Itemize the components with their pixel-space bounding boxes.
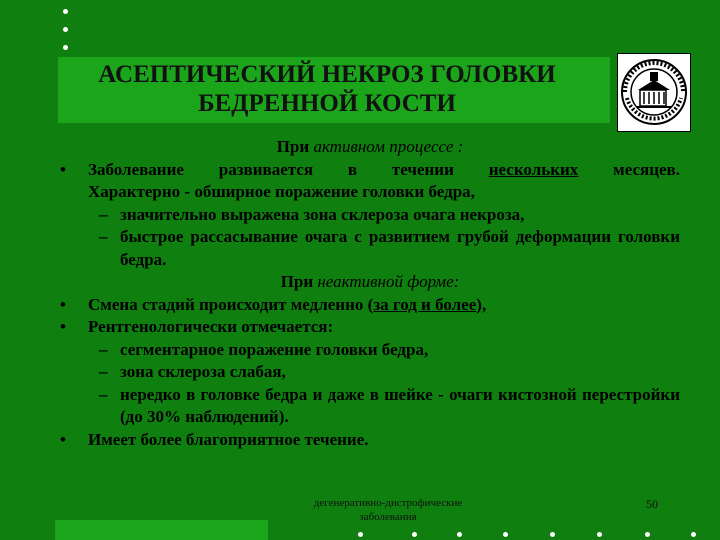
heading-italic: активном процессе : bbox=[313, 137, 464, 156]
decor-dot bbox=[63, 9, 68, 14]
text-run-underlined: за год и более bbox=[373, 294, 477, 314]
list-item bbox=[60, 429, 680, 452]
decor-dot bbox=[691, 532, 696, 537]
sub-list-item-text: сегментарное поражение головки бедра, bbox=[120, 339, 429, 359]
decor-dot bbox=[358, 532, 363, 537]
heading-prefix: При bbox=[276, 137, 314, 156]
sub-list-item-text: нередко в головке бедра и даже в шейке - очаги кистозной перестройки (до 30% наблюдений). bbox=[120, 384, 680, 426]
list-item bbox=[60, 316, 680, 339]
footer-line-1: дегенеративно-дистрофические bbox=[313, 497, 463, 509]
sub-list-item-text: быстрое рассасывание очага с развитием грубой деформации головки бедра. bbox=[120, 227, 680, 269]
bullet-icon: • bbox=[60, 159, 66, 179]
text-run: Смена стадий происходит медленно ( bbox=[88, 294, 374, 314]
list-item bbox=[60, 294, 680, 317]
decor-dot bbox=[597, 532, 602, 537]
title-line-1: АСЕПТИЧЕСКИЙ НЕКРОЗ ГОЛОВКИ bbox=[98, 61, 556, 88]
decor-dot bbox=[550, 532, 555, 537]
title-line-2: БЕДРЕННОЙ КОСТИ bbox=[198, 90, 456, 117]
dash-icon: – bbox=[99, 204, 108, 224]
list-item-text: Имеет более благоприятное течение. bbox=[88, 429, 369, 449]
active-process-heading bbox=[60, 136, 680, 159]
footer-line-2: заболевания bbox=[359, 511, 417, 523]
page-number: 50 bbox=[646, 497, 658, 511]
text-run: месяцев. bbox=[578, 159, 680, 179]
list-item bbox=[60, 159, 680, 204]
decor-dot bbox=[645, 532, 650, 537]
bullet-icon: • bbox=[60, 294, 66, 314]
list-item-line bbox=[88, 159, 680, 182]
dash-icon: – bbox=[99, 384, 108, 404]
decor-dot bbox=[63, 45, 68, 50]
heading-italic: неактивной форме: bbox=[317, 272, 460, 291]
decor-dot bbox=[63, 27, 68, 32]
dash-icon: – bbox=[99, 362, 108, 381]
decor-dot bbox=[503, 532, 508, 537]
institution-emblem-icon bbox=[617, 53, 691, 132]
footer-caption bbox=[268, 496, 508, 524]
dash-icon: – bbox=[99, 227, 108, 246]
sub-list-item bbox=[60, 204, 680, 227]
inactive-form-heading bbox=[60, 271, 680, 294]
sub-list-item bbox=[60, 226, 680, 271]
sub-list-item-text: зона склероза слабая, bbox=[120, 362, 286, 381]
sub-list-item bbox=[60, 339, 680, 362]
list-item-line: Характерно - обширное поражение головки бедра, bbox=[88, 182, 475, 201]
text-run: ), bbox=[476, 294, 487, 314]
text-run: Заболевание развивается в течении bbox=[88, 159, 489, 179]
slide-body bbox=[60, 136, 680, 451]
list-item-text: Рентгенологически отмечается: bbox=[88, 317, 334, 336]
sub-list-item bbox=[60, 361, 680, 384]
heading-prefix: При bbox=[280, 272, 318, 291]
footer-band bbox=[55, 520, 268, 540]
sub-list-item-text: значительно выражена зона склероза очага некроза, bbox=[120, 204, 525, 224]
text-run-underlined: нескольких bbox=[488, 159, 579, 179]
bullet-icon: • bbox=[60, 317, 66, 336]
slide-title bbox=[62, 60, 592, 118]
decor-dot bbox=[457, 532, 462, 537]
sub-list-item bbox=[60, 384, 680, 429]
bullet-icon: • bbox=[60, 429, 66, 449]
decor-dot bbox=[412, 532, 417, 537]
dash-icon: – bbox=[99, 339, 108, 359]
